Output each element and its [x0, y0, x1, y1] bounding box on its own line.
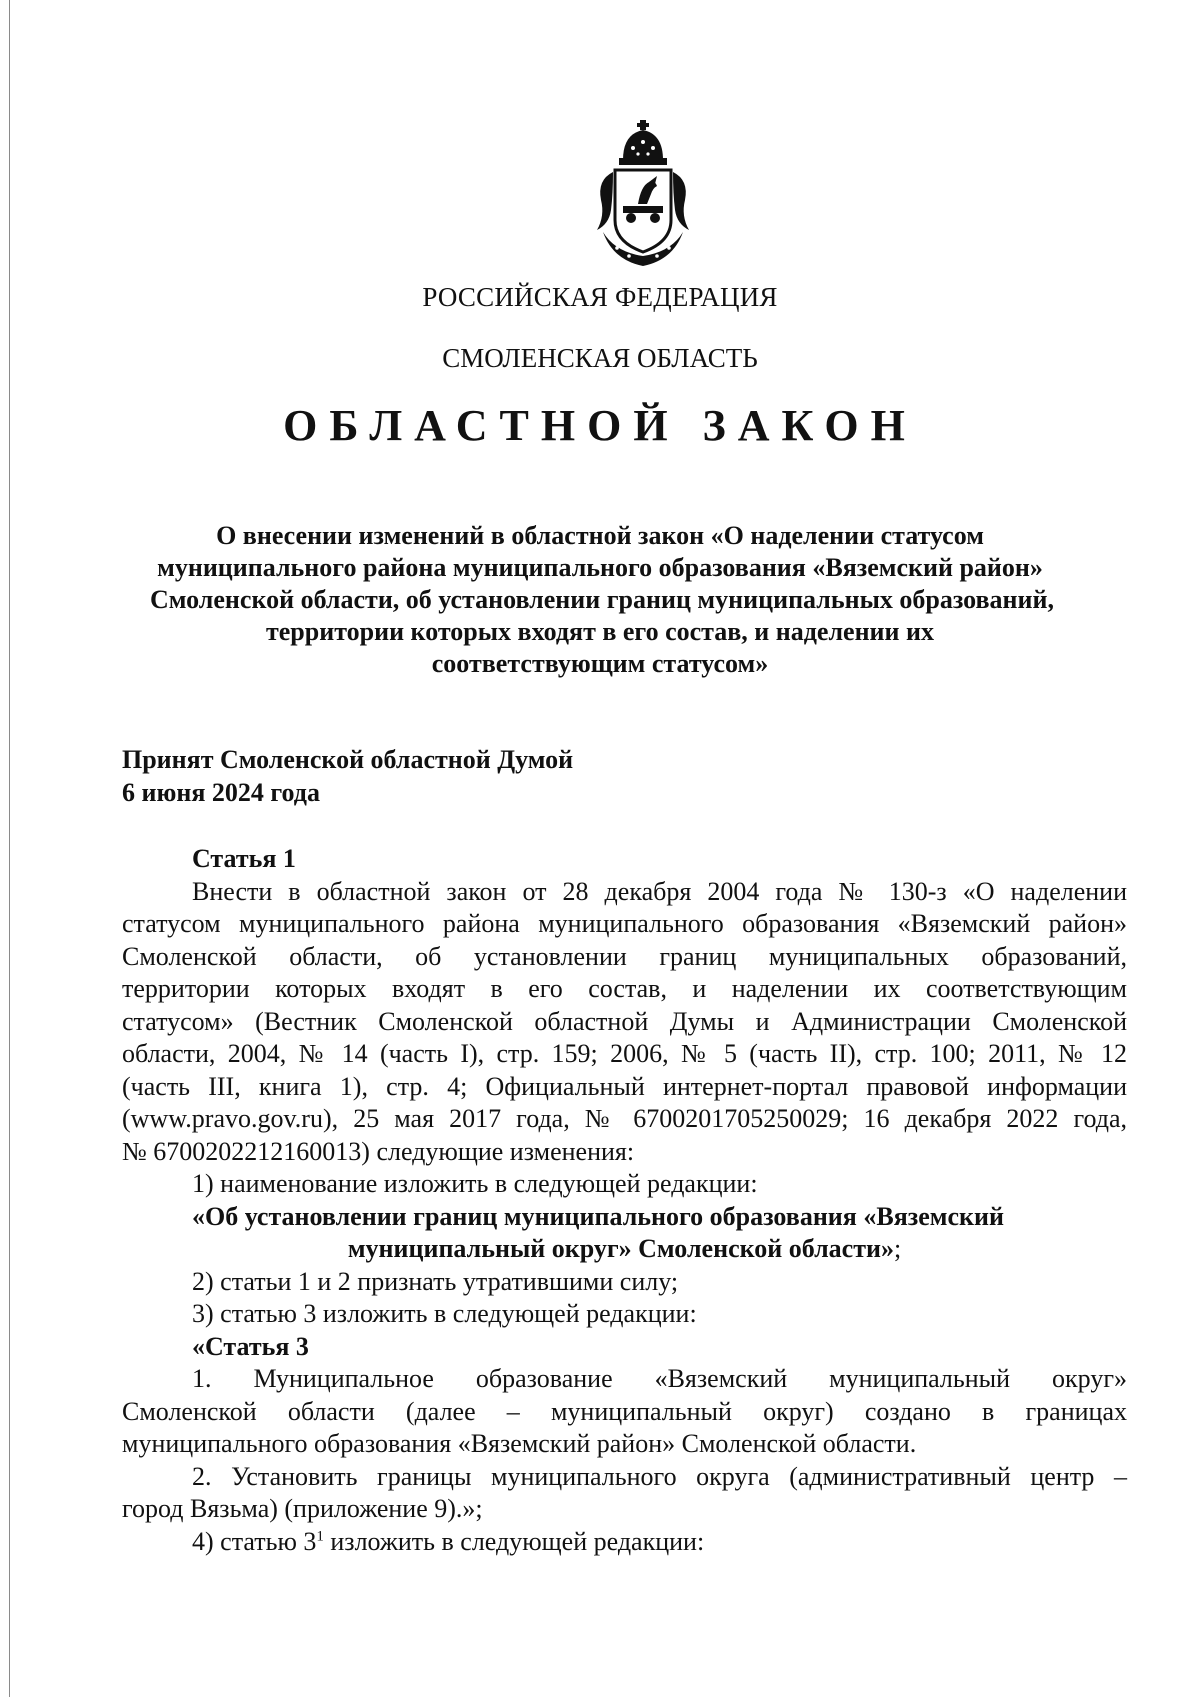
- article-1-heading: Статья 1: [192, 844, 296, 873]
- article-1-paragraph-line: статусом муниципального района муниципального образования «Вяземский район»: [122, 909, 1127, 938]
- amendment-item-2: 2) статьи 1 и 2 признать утратившими силу;: [192, 1266, 679, 1296]
- article-1-paragraph-line: (часть III, книга 1), стр. 4; Официальный интернет-портал правовой информации: [122, 1071, 1127, 1101]
- document-type-heading: ОБЛАСТНОЙ ЗАКОН: [283, 401, 917, 450]
- item-4-text: 4) статью 3: [192, 1526, 317, 1556]
- new-name-line: «Об установлении границ муниципального образования «Вяземский: [192, 1201, 1004, 1231]
- article-1-paragraph-line: Внести в областной закон от 28 декабря 2004 года № 130-з «О наделении: [192, 876, 1127, 906]
- new-name-text: муниципальный округ» Смоленской области»: [347, 1234, 894, 1263]
- article-1: [122, 843, 1127, 1558]
- coat-of-arms-emblem: [583, 120, 703, 270]
- new-name-tail: ;: [893, 1234, 902, 1263]
- adoption-date: 6 июня 2024 года: [122, 778, 320, 807]
- article-1-paragraph-line: Смоленской области, об установлении границ муниципальных образований,: [122, 941, 1127, 971]
- new-name-line: [122, 1233, 1127, 1266]
- quoted-paragraph-line: муниципального образования «Вяземский район» Смоленской области.: [122, 1429, 917, 1458]
- quoted-paragraph-line: 2. Установить границы муниципального округа (административный центр –: [192, 1461, 1127, 1491]
- adopted-by: Принят Смоленской областной Думой: [122, 745, 574, 774]
- law-title-line: соответствующим статусом»: [431, 649, 769, 678]
- quoted-paragraph-line: 1. Муниципальное образование «Вяземский муниципальный округ»: [192, 1364, 1127, 1393]
- amendment-item-3: 3) статью 3 изложить в следующей редакции:: [192, 1299, 697, 1328]
- country-name: РОССИЙСКАЯ ФЕДЕРАЦИЯ: [422, 282, 778, 312]
- quoted-paragraph-line: Смоленской области (далее – муниципальный округ) создано в границах: [122, 1396, 1127, 1426]
- law-title-line: О внесении изменений в областной закон «О наделении статусом: [216, 521, 984, 550]
- amendment-item-1: 1) наименование изложить в следующей редакции:: [192, 1169, 758, 1198]
- quoted-article-heading: «Статья 3: [192, 1331, 309, 1361]
- quoted-paragraph-line: город Вязьма) (приложение 9).»;: [122, 1494, 483, 1523]
- amendment-item-4: [122, 1526, 1127, 1559]
- article-1-paragraph-line: области, 2004, № 14 (часть I), стр. 159; 2006, № 5 (часть II), стр. 100; 2011, № 12: [122, 1039, 1127, 1068]
- law-title: [150, 520, 1054, 680]
- article-1-paragraph-line: № 6700202212160013) следующие изменения:: [122, 1136, 635, 1166]
- law-title-line: территории которых входят в его состав, и наделении их: [266, 617, 934, 646]
- article-1-paragraph-line: статусом» (Вестник Смоленской областной Думы и Администрации Смоленской: [122, 1006, 1127, 1036]
- adoption-info: [122, 743, 573, 809]
- region-name: СМОЛЕНСКАЯ ОБЛАСТЬ: [442, 343, 758, 373]
- item-4-text-end: изложить в следующей редакции:: [323, 1526, 705, 1556]
- item-4-superscript: 1: [316, 1527, 324, 1544]
- law-title-line: муниципального района муниципального образования «Вяземский район»: [157, 553, 1043, 582]
- law-title-line: Смоленской области, об установлении границ муниципальных образований,: [150, 585, 1054, 614]
- article-1-paragraph-line: территории которых входят в его состав, и наделении их соответствующим: [122, 974, 1127, 1003]
- scan-edge-line: [9, 0, 10, 1697]
- article-1-paragraph-line: (www.pravo.gov.ru), 25 мая 2017 года, № 6700201705250029; 16 декабря 2022 года,: [122, 1104, 1127, 1133]
